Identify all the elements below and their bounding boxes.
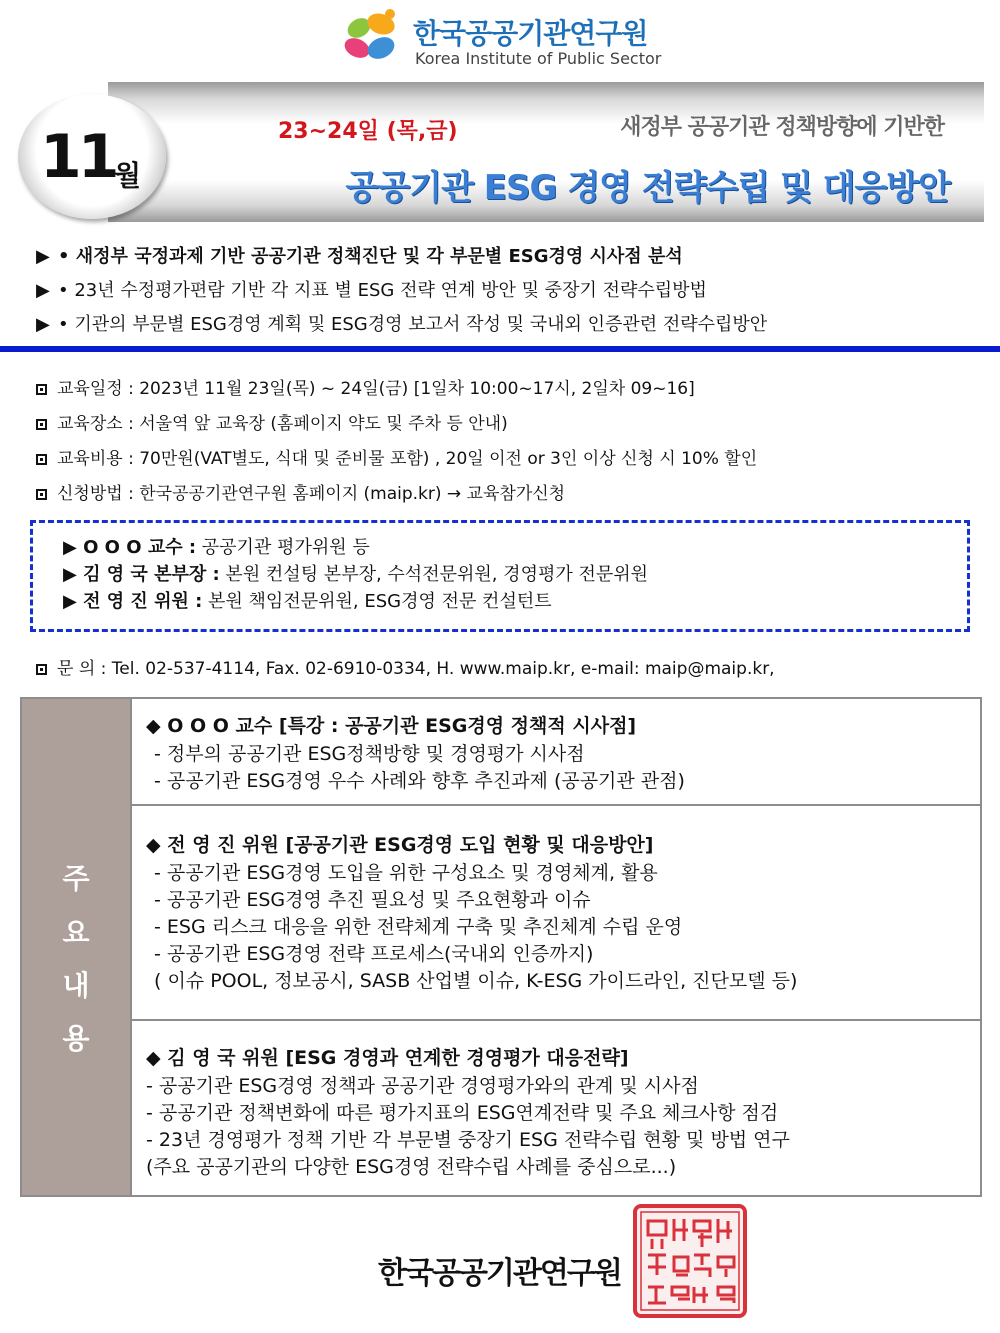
section-line: - 공공기관 ESG경영 정책과 공공기관 경영평가와의 관계 및 시사점	[146, 1075, 699, 1097]
main-contents-table	[20, 697, 982, 1197]
square-bullet-icon	[36, 454, 47, 465]
section-line: (주요 공공기관의 다양한 ESG경영 전략수립 사례를 중심으로...)	[146, 1156, 677, 1178]
section-special-lecture	[130, 699, 982, 806]
lecturer-item	[63, 560, 648, 586]
section-line: - 23년 경영평가 정책 기반 각 부문별 중장기 ESG 전략수립 현황 및 방법 연구	[146, 1129, 790, 1151]
banner-band	[108, 82, 984, 222]
section-heading: ◆ 전 영 진 위원 [공공기관 ESG경영 도입 현황 및 대응방안]	[146, 834, 654, 856]
highlight-text: • 기관의 부문별 ESG경영 계획 및 ESG경영 보고서 작성 및 국내외 인증관련 전략수립방안	[58, 314, 768, 335]
section-evaluation-strategy	[130, 1021, 982, 1195]
lecturer-item	[63, 587, 552, 613]
institute-logo	[335, 6, 675, 68]
highlight-item	[36, 276, 707, 302]
triangle-arrow-icon: ▶	[36, 280, 50, 301]
month-badge	[18, 94, 166, 219]
contact-info	[36, 654, 775, 679]
section-line: - 공공기관 정책변화에 따른 평가지표의 ESG연계전략 및 주요 체크사항 점검	[146, 1102, 779, 1124]
highlight-item	[36, 310, 767, 336]
info-registration	[36, 479, 565, 504]
square-bullet-icon	[36, 664, 47, 675]
triangle-arrow-icon: ▶	[36, 246, 50, 267]
banner-subtitle: 새정부 공공기관 정책방향에 기반한	[620, 115, 944, 140]
square-bullet-icon	[36, 489, 47, 500]
logo-name-english: Korea Institute of Public Sector	[415, 49, 662, 68]
lecturer-desc: 본원 컨설팅 본부장, 수석전문위원, 경영평가 전문위원	[219, 564, 649, 585]
banner-title: 공공기관 ESG 경영 전략수립 및 대응방안	[345, 168, 950, 208]
section-line: ( 이슈 POOL, 정보공시, SASB 산업별 이슈, K-ESG 가이드라인, 진단모델 등)	[154, 970, 798, 992]
square-bullet-icon	[36, 419, 47, 430]
event-dates: 23~24일 (목,금)	[278, 119, 458, 144]
official-seal-icon	[632, 1203, 748, 1319]
lecturer-name: ▶ 김 영 국 본부장 :	[63, 564, 220, 585]
label-char: 내	[62, 969, 90, 1002]
lecturer-desc: 공공기관 평가위원 등	[196, 537, 370, 558]
main-contents-label	[22, 699, 130, 1195]
label-char: 주	[62, 862, 90, 895]
highlight-text: • 새정부 국정과제 기반 공공기관 정책진단 및 각 부문별 ESG경영 시사점 분석	[58, 246, 683, 267]
highlight-text: • 23년 수정평가편람 기반 각 지표 별 ESG 전략 연계 방안 및 중장기 전략수립방법	[58, 280, 707, 301]
section-heading: ◆ O O O 교수 [특강 : 공공기관 ESG경영 정책적 시사점]	[146, 715, 637, 737]
footer-institute-name: 한국공공기관연구원	[378, 1256, 621, 1291]
info-text: 교육비용 : 70만원(VAT별도, 식대 및 준비물 포함) , 20일 이전 or 3인 이상 신청 시 10% 할인	[57, 449, 758, 469]
info-schedule	[36, 374, 695, 399]
logo-petal-icon	[335, 6, 405, 68]
info-text: 신청방법 : 한국공공기관연구원 홈페이지 (maip.kr) → 교육참가신청	[57, 484, 566, 504]
lecturer-name: ▶ O O O 교수 :	[63, 537, 197, 558]
contact-text: 문 의 : Tel. 02-537-4114, Fax. 02-6910-0334, H. www.maip.kr, e-mail: maip@maip.kr,	[57, 659, 775, 679]
highlight-item	[36, 242, 683, 268]
logo-name-korean: 한국공공기관연구원	[413, 17, 648, 50]
lecturer-item	[63, 533, 370, 559]
month-unit: 월	[114, 159, 142, 192]
section-line: - ESG 리스크 대응을 위한 전략체계 구축 및 추진체계 수립 운영	[154, 916, 683, 938]
label-char: 용	[62, 1022, 90, 1055]
lecturer-name: ▶ 전 영 진 위원 :	[63, 591, 203, 612]
lecturer-desc: 본원 책임전문위원, ESG경영 전문 컨설턴트	[202, 591, 552, 612]
square-bullet-icon	[36, 384, 47, 395]
section-line: - 정부의 공공기관 ESG정책방향 및 경영평가 시사점	[154, 743, 585, 765]
section-heading: ◆ 김 영 국 위원 [ESG 경영과 연계한 경영평가 대응전략]	[146, 1047, 629, 1069]
info-text: 교육일정 : 2023년 11월 23일(목) ~ 24일(금) [1일차 10:00~17시, 2일차 09~16]	[57, 379, 695, 399]
section-line: - 공공기관 ESG경영 전략 프로세스(국내외 인증까지)	[154, 943, 594, 965]
info-location	[36, 409, 508, 434]
section-line: - 공공기관 ESG경영 도입을 위한 구성요소 및 경영체계, 활용	[154, 862, 658, 884]
label-char: 요	[62, 916, 90, 949]
section-esg-adoption	[130, 806, 982, 1021]
section-line: - 공공기관 ESG경영 우수 사례와 향후 추진과제 (공공기관 관점)	[154, 770, 685, 792]
section-line: - 공공기관 ESG경영 추진 필요성 및 주요현황과 이슈	[154, 889, 591, 911]
triangle-arrow-icon: ▶	[36, 314, 50, 335]
title-banner	[18, 82, 984, 224]
info-fee	[36, 444, 757, 469]
divider	[0, 346, 1000, 352]
info-text: 교육장소 : 서울역 앞 교육장 (홈페이지 약도 및 주차 등 안내)	[57, 414, 508, 434]
lecturer-box	[30, 520, 970, 632]
month-number: 11	[40, 122, 116, 192]
